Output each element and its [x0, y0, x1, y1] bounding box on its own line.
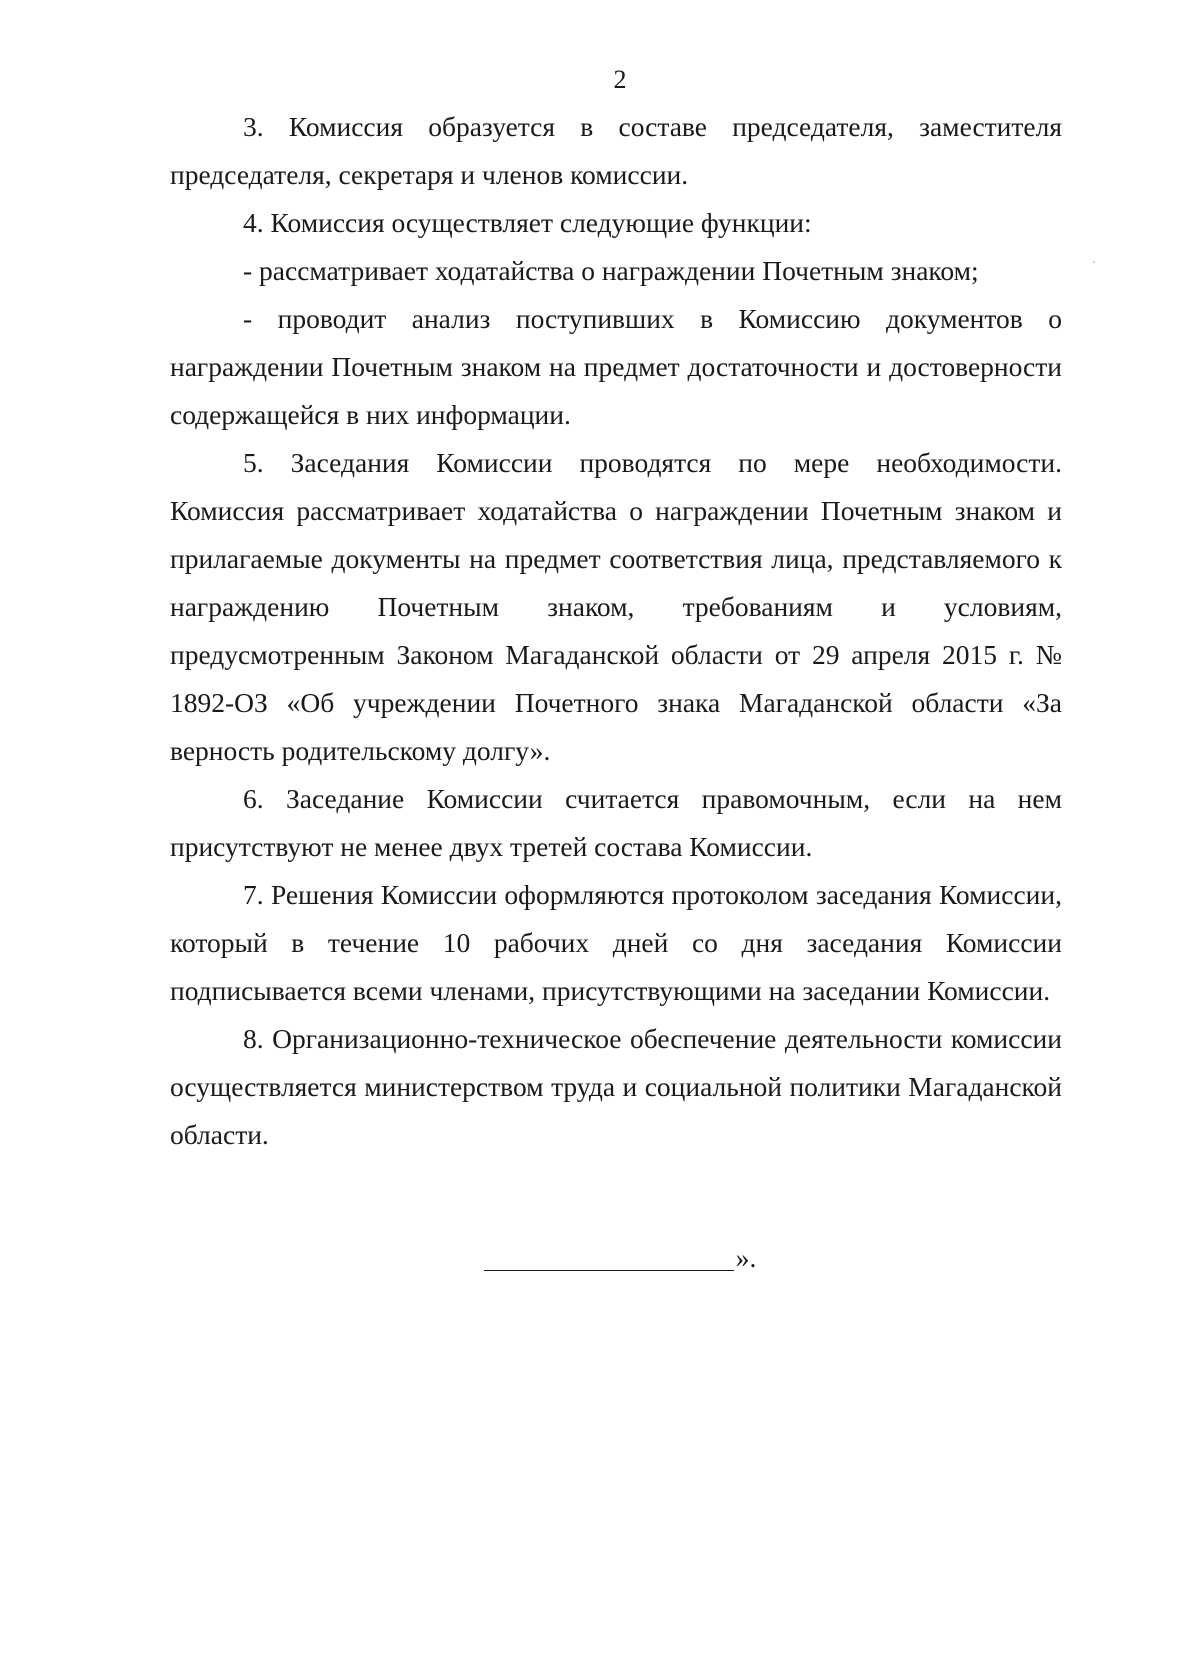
scan-speck	[1093, 261, 1095, 263]
paragraph-item-6: 6. Заседание Комиссии считается правомочным, если на нем присутствуют не менее двух третей состава Комиссии.	[170, 783, 1062, 862]
paragraph-item-8: 8. Организационно-техническое обеспечение деятельности комиссии осуществляется министерством труда и социальной политики Магаданской области.	[170, 1023, 1062, 1150]
page-number: 2	[613, 65, 627, 94]
closing-quote: ».	[735, 1242, 757, 1273]
closing-mark	[0, 1238, 1200, 1278]
paragraph-function-2: - проводит анализ поступивших в Комиссию документов о награждении Почетным знаком на предмет достаточности и достоверности содержащейся в них информации.	[170, 303, 1062, 430]
paragraph-item-7: 7. Решения Комиссии оформляются протоколом заседания Комиссии, который в течение 10 рабочих дней со дня заседания Комиссии подписывается всеми членами, присутствующими на заседании Комиссии.	[170, 879, 1062, 1006]
closing-rule	[484, 1270, 734, 1271]
paragraph-function-1: - рассматривает ходатайства о награждении Почетным знаком;	[243, 255, 979, 286]
paragraph-item-5: 5. Заседания Комиссии проводятся по мере необходимости. Комиссия рассматривает ходатайства о награждении Почетным знаком и прилагаемые документы на предмет соответствия лица, представляемого к награждению Почетным знаком, требованиям и условиям, предусмотренным Законом Магаданской области от 29 апреля 2015 г. № 1892-ОЗ «Об учреждении Почетного знака Магаданской области «За верность родительскому долгу».	[170, 447, 1062, 766]
document-body	[170, 103, 1062, 1159]
paragraph-item-4: 4. Комиссия осуществляет следующие функции:	[243, 207, 812, 238]
paragraph-item-3: 3. Комиссия образуется в составе председателя, заместителя председателя, секретаря и членов комиссии.	[170, 111, 1062, 190]
